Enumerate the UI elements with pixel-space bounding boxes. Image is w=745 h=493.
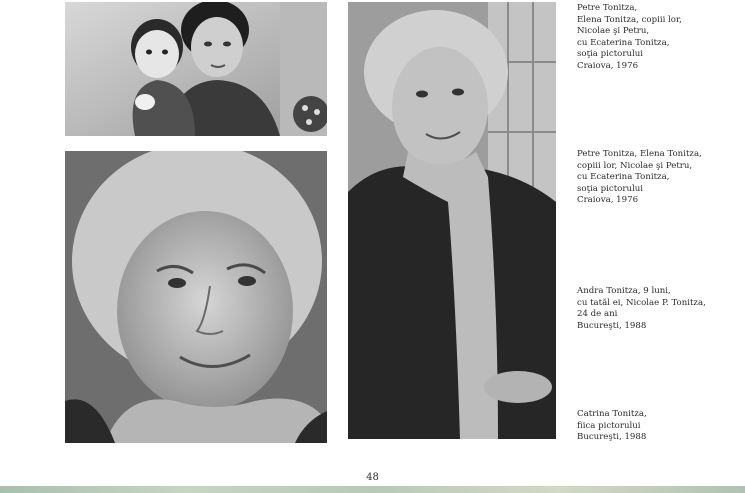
caption-line: Petre Tonitza,	[577, 3, 638, 13]
photo-caption-4	[577, 409, 737, 444]
caption-line: soţia pictorului	[577, 49, 644, 60]
page-number: 48	[366, 472, 379, 483]
caption-line: Craiova, 1976	[577, 195, 639, 206]
caption-line: copiii lor, Nicolae şi Petru,	[577, 160, 693, 171]
caption-line: Petre Tonitza, Elena Tonitza,	[577, 149, 702, 159]
caption-line: cu Ecaterina Tonitza,	[577, 37, 670, 48]
caption-line: soţia pictorului	[577, 183, 644, 194]
caption-line: cu tatăl ei, Nicolae P. Tonitza,	[577, 297, 706, 308]
caption-line: Elena Tonitza, copiii lor,	[577, 14, 682, 25]
caption-line: fiica pictorului	[577, 420, 641, 431]
photo-elderly-woman-portrait	[65, 151, 327, 443]
caption-line: Bucureşti, 1988	[577, 320, 647, 331]
photo-caption-1	[577, 3, 737, 73]
photo-elderly-woman-with-scarf	[348, 2, 556, 439]
page-bottom-edge-strip	[0, 486, 745, 493]
photo-caption-2	[577, 149, 737, 207]
caption-line: 24 de ani	[577, 309, 618, 320]
caption-line: Andra Tonitza, 9 luni,	[577, 286, 671, 296]
caption-line: cu Ecaterina Tonitza,	[577, 172, 670, 183]
caption-line: Catrina Tonitza,	[577, 409, 647, 419]
caption-line: Nicolae şi Petru,	[577, 26, 650, 37]
caption-line: Bucureşti, 1988	[577, 432, 647, 443]
photo-father-with-baby	[65, 2, 327, 136]
caption-line: Craiova, 1976	[577, 60, 639, 71]
photo-caption-3	[577, 286, 737, 332]
